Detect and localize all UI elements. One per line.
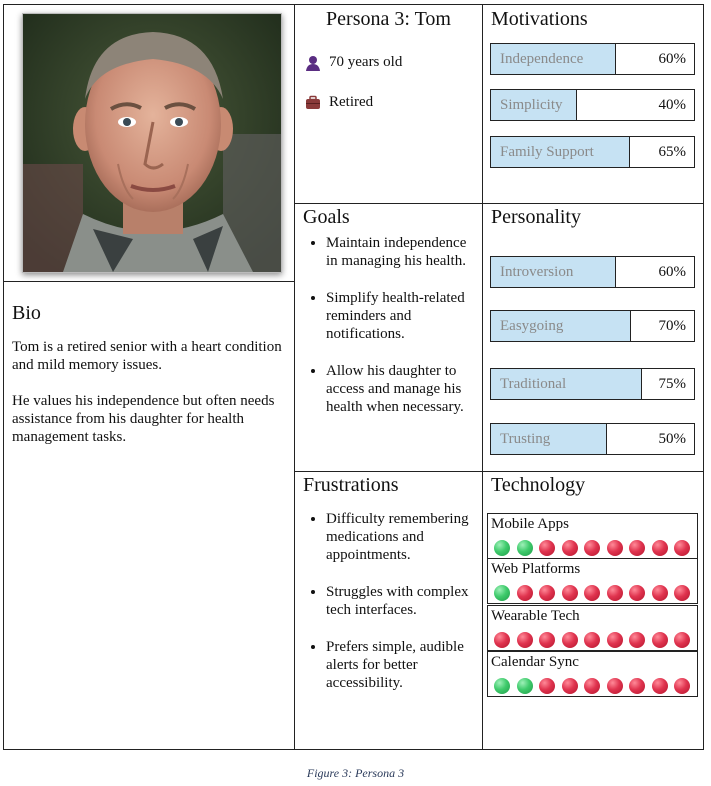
tech-label: Calendar Sync <box>491 654 579 670</box>
personality-heading: Personality <box>491 206 581 228</box>
personality-section <box>482 203 704 472</box>
rating-dot-inactive <box>607 540 623 556</box>
rating-dot-inactive <box>629 678 645 694</box>
rating-dot-inactive <box>562 540 578 556</box>
rating-dot-inactive <box>562 585 578 601</box>
personality-bar <box>490 368 695 400</box>
rating-dot-inactive <box>674 540 690 556</box>
persona-header <box>294 4 483 204</box>
tech-rating <box>487 651 698 697</box>
persona-portrait-image <box>23 14 281 272</box>
personality-bar <box>490 423 695 455</box>
motivation-label: Simplicity <box>500 97 563 113</box>
frustrations-list <box>295 510 478 711</box>
bio-paragraph: He values his independence but often needs assistance from his daughter for health management tasks. <box>12 393 275 445</box>
tech-rating <box>487 513 698 559</box>
bio-heading: Bio <box>12 302 41 324</box>
rating-dot-active <box>517 540 533 556</box>
rating-dot-inactive <box>494 632 510 648</box>
motivation-bar <box>490 43 695 75</box>
motivation-label: Independence <box>500 51 584 67</box>
rating-dot-inactive <box>539 585 555 601</box>
bio-paragraph: Tom is a retired senior with a heart condition and mild memory issues. <box>12 339 282 373</box>
rating-dot-inactive <box>539 632 555 648</box>
briefcase-icon <box>305 95 321 111</box>
tech-label: Web Platforms <box>491 561 581 577</box>
motivation-value: 40% <box>658 97 686 113</box>
goal-item: • Simplify health-related reminders and notifications. <box>326 289 478 343</box>
tech-dots <box>494 585 697 601</box>
tech-dots <box>494 632 697 648</box>
goals-heading: Goals <box>303 206 350 228</box>
rating-dot-inactive <box>517 585 533 601</box>
personality-label: Traditional <box>500 376 567 392</box>
rating-dot-inactive <box>584 678 600 694</box>
motivation-bar <box>490 89 695 121</box>
technology-section <box>482 471 704 750</box>
rating-dot-inactive <box>652 632 668 648</box>
rating-dot-inactive <box>562 678 578 694</box>
personality-label: Easygoing <box>500 318 564 334</box>
motivation-value: 60% <box>658 51 686 67</box>
frustration-item: • Struggles with complex tech interfaces. <box>326 583 478 619</box>
rating-dot-inactive <box>629 585 645 601</box>
frustrations-heading: Frustrations <box>303 474 399 496</box>
goals-list <box>295 234 478 435</box>
rating-dot-inactive <box>539 678 555 694</box>
figure-caption: Figure 3: Persona 3 <box>306 766 405 780</box>
rating-dot-inactive <box>629 540 645 556</box>
goal-item: • Allow his daughter to access and manage his health when necessary. <box>326 362 478 416</box>
rating-dot-inactive <box>584 585 600 601</box>
motivation-value: 65% <box>658 144 686 160</box>
tech-rating <box>487 558 698 604</box>
motivation-bar <box>490 136 695 168</box>
personality-label: Trusting <box>500 431 551 447</box>
tech-label: Wearable Tech <box>491 608 580 624</box>
rating-dot-active <box>494 540 510 556</box>
rating-dot-inactive <box>674 632 690 648</box>
tech-label: Mobile Apps <box>491 516 569 532</box>
rating-dot-inactive <box>674 678 690 694</box>
occupation-text: Retired <box>329 94 374 110</box>
motivations-section <box>482 4 704 204</box>
rating-dot-inactive <box>562 632 578 648</box>
rating-dot-inactive <box>674 585 690 601</box>
bio-text <box>12 338 282 464</box>
rating-dot-inactive <box>607 632 623 648</box>
occupation-row <box>305 94 373 111</box>
rating-dot-inactive <box>539 540 555 556</box>
tech-dots <box>494 540 697 556</box>
person-icon <box>305 55 321 71</box>
frustrations-section <box>294 471 483 750</box>
photo-cell <box>3 4 295 282</box>
personality-value: 75% <box>658 376 686 392</box>
goal-item: • Maintain independence in managing his health. <box>326 234 478 270</box>
personality-label: Introversion <box>500 264 574 280</box>
rating-dot-active <box>494 585 510 601</box>
personality-value: 50% <box>658 431 686 447</box>
motivations-heading: Motivations <box>491 8 588 30</box>
rating-dot-inactive <box>584 632 600 648</box>
persona-title: Persona 3: Tom <box>326 8 451 30</box>
personality-value: 70% <box>658 318 686 334</box>
tech-rating <box>487 605 698 651</box>
technology-heading: Technology <box>491 474 586 496</box>
rating-dot-inactive <box>652 585 668 601</box>
rating-dot-inactive <box>607 678 623 694</box>
rating-dot-inactive <box>517 632 533 648</box>
frustration-item: • Difficulty remembering medications and appointments. <box>326 510 478 564</box>
bio-section <box>3 281 295 750</box>
rating-dot-inactive <box>584 540 600 556</box>
personality-bar <box>490 310 695 342</box>
personality-bar <box>490 256 695 288</box>
motivation-label: Family Support <box>500 144 594 160</box>
rating-dot-inactive <box>652 678 668 694</box>
rating-dot-active <box>494 678 510 694</box>
frustration-item: • Prefers simple, audible alerts for better accessibility. <box>326 638 478 692</box>
rating-dot-active <box>517 678 533 694</box>
goals-section <box>294 203 483 472</box>
persona-photo <box>22 13 282 273</box>
age-text: 70 years old <box>329 54 403 70</box>
personality-value: 60% <box>658 264 686 280</box>
tech-dots <box>494 678 697 694</box>
rating-dot-inactive <box>629 632 645 648</box>
rating-dot-inactive <box>607 585 623 601</box>
rating-dot-inactive <box>652 540 668 556</box>
age-row <box>305 54 402 71</box>
